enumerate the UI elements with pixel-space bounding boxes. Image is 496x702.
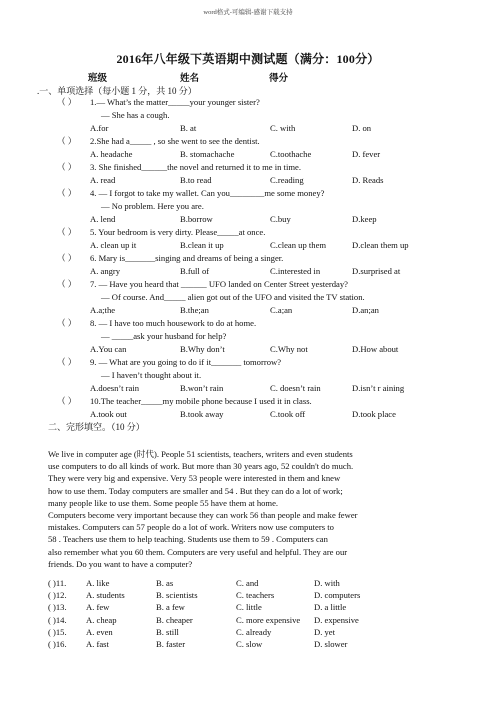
question-subline: — She has a cough. xyxy=(101,110,170,120)
answer-option[interactable]: A.for xyxy=(90,123,109,133)
section-title-multiple-choice: .一、单项选择（每小题 1 分，共 10 分） xyxy=(37,86,197,96)
cloze-option[interactable]: B. cheaper xyxy=(156,614,193,625)
answer-blank[interactable]: （ ） xyxy=(57,253,77,263)
answer-option[interactable]: B.took away xyxy=(180,409,224,419)
passage-line: We live in computer age (时代). People 51 scientists, teachers, writers and even students xyxy=(48,449,353,459)
question-stem: 10.The teacher_____my mobile phone because I used it in class. xyxy=(90,396,312,406)
name-label: 姓名 xyxy=(180,74,200,84)
cloze-option[interactable]: C. teachers xyxy=(236,590,275,601)
answer-option[interactable]: D. fever xyxy=(352,149,381,159)
answer-blank[interactable]: （ ） xyxy=(57,162,77,172)
answer-option[interactable]: A.doesn’t rain xyxy=(90,383,140,393)
answer-option[interactable]: A. headache xyxy=(90,149,133,159)
answer-option[interactable]: D.took place xyxy=(352,409,396,419)
answer-option[interactable]: D.an;an xyxy=(352,305,379,315)
cloze-option[interactable]: A. fast xyxy=(86,639,109,649)
answer-option[interactable]: D.clean them up xyxy=(352,240,409,250)
cloze-option[interactable]: C. little xyxy=(236,602,262,613)
cloze-number[interactable]: ( )14. xyxy=(48,614,67,625)
answer-option[interactable]: B. at xyxy=(180,123,197,133)
cloze-number[interactable]: ( )15. xyxy=(48,626,67,637)
answer-option[interactable]: C. doesn’t rain xyxy=(270,383,321,393)
cloze-option[interactable]: C. already xyxy=(236,626,272,637)
question-stem: 6. Mary is_______singing and dreams of being a singer. xyxy=(90,253,284,263)
answer-option[interactable]: B.the;an xyxy=(180,305,209,315)
answer-blank[interactable]: （ ） xyxy=(57,279,77,289)
cloze-option[interactable]: B. a few xyxy=(156,602,185,613)
answer-option[interactable]: C.buy xyxy=(270,214,291,224)
cloze-option[interactable]: D. with xyxy=(314,578,340,588)
question-stem: 3. She finished______the novel and returned it to me in time. xyxy=(90,162,301,172)
cloze-option[interactable]: A. cheap xyxy=(86,614,117,625)
question-stem: 8. — I have too much housework to do at home. xyxy=(90,318,257,328)
answer-option[interactable]: A. lend xyxy=(90,214,116,224)
question-stem: 7. — Have you heard that ______ UFO landed on Center Street yesterday? xyxy=(90,279,348,289)
answer-blank[interactable]: （ ） xyxy=(57,318,77,328)
answer-blank[interactable]: （ ） xyxy=(57,357,77,367)
cloze-option[interactable]: D. slower xyxy=(314,639,348,649)
answer-option[interactable]: B.to read xyxy=(180,175,212,185)
answer-option[interactable]: B.clean it up xyxy=(180,240,224,250)
cloze-option[interactable]: B. as xyxy=(156,578,174,588)
passage-line: many people like to use them. Some people 55 have them at home. xyxy=(48,497,279,508)
passage-line: friends. Do you want to have a computer? xyxy=(48,558,193,569)
question-subline: — I haven’t thought about it. xyxy=(101,370,202,380)
answer-blank[interactable]: （ ） xyxy=(57,97,77,107)
answer-option[interactable]: A. read xyxy=(90,175,116,185)
cloze-option[interactable]: D. yet xyxy=(314,626,336,637)
cloze-number[interactable]: ( )13. xyxy=(48,602,67,613)
question-stem: 1.— What’s the matter_____your younger sister? xyxy=(90,97,260,107)
answer-blank[interactable]: （ ） xyxy=(57,136,77,146)
passage-line: They were very big and expensive. Very 53 people were interested in them and knew xyxy=(48,473,341,484)
question-stem: 4. — I forgot to take my wallet. Can you________me some money? xyxy=(90,188,325,198)
answer-option[interactable]: A. clean up it xyxy=(90,240,137,250)
passage-line: how to use them. Today computers are smaller and 54 . But they can do a lot of work; xyxy=(48,485,343,496)
page-title: 2016年八年级下英语期中测试题（满分：100分） xyxy=(116,52,380,66)
answer-option[interactable]: D. on xyxy=(352,123,372,133)
answer-option[interactable]: A.took out xyxy=(90,409,127,419)
cloze-option[interactable]: C. more expensive xyxy=(236,614,301,625)
cloze-number[interactable]: ( )16. xyxy=(48,639,67,649)
answer-option[interactable]: C.Why not xyxy=(270,344,308,354)
cloze-option[interactable]: A. like xyxy=(86,578,110,588)
question-subline: — _____ask your husband for help? xyxy=(101,331,227,341)
cloze-option[interactable]: B. still xyxy=(156,626,179,637)
cloze-number[interactable]: ( )11. xyxy=(48,578,67,588)
answer-option[interactable]: B. stomachache xyxy=(180,149,235,159)
answer-option[interactable]: B.Why don’t xyxy=(180,344,225,354)
answer-option[interactable]: A.You can xyxy=(90,344,127,354)
answer-blank[interactable]: （ ） xyxy=(57,227,77,237)
answer-option[interactable]: D. Reads xyxy=(352,175,384,185)
answer-option[interactable]: B.won’t rain xyxy=(180,383,224,393)
passage-line: use computers to do all kinds of work. But more than 30 years ago, 52 couldn't do much. xyxy=(48,461,354,472)
header-note: word格式-可编辑-感谢下载支持 xyxy=(203,9,293,16)
section-title-cloze: 二、完形填空。（10 分） xyxy=(48,422,145,432)
answer-option[interactable]: C.took off xyxy=(270,409,306,419)
answer-option[interactable]: D.How about xyxy=(352,344,399,354)
cloze-option[interactable]: D. expensive xyxy=(314,614,359,625)
cloze-passage xyxy=(48,448,468,570)
answer-option[interactable]: D.keep xyxy=(352,214,377,224)
cloze-option[interactable]: A. few xyxy=(86,602,110,613)
passage-line: 58 . Teachers use them to help teaching. Students use them to 59 . Computers can xyxy=(48,534,328,545)
question-stem: 9. — What are you going to do if it_______ tomorrow? xyxy=(90,357,282,367)
cloze-option[interactable]: B. faster xyxy=(156,639,186,649)
cloze-number[interactable]: ( )12. xyxy=(48,590,67,601)
answer-option[interactable]: B.borrow xyxy=(180,214,213,224)
passage-line: mistakes. Computers can 57 people do a lot of work. Writers now use computers to xyxy=(48,522,334,533)
answer-option[interactable]: D.isn’t r aining xyxy=(352,383,405,393)
question-subline: — Of course. And_____ alien got out of the UFO and visited the TV station. xyxy=(101,292,365,302)
answer-option[interactable]: B.full of xyxy=(180,266,210,276)
answer-option[interactable]: C.clean up them xyxy=(270,240,327,250)
cloze-option[interactable]: A. even xyxy=(86,626,113,637)
answer-option[interactable]: C.a;an xyxy=(270,305,293,315)
cloze-option[interactable]: A. students xyxy=(86,590,125,601)
answer-option[interactable]: A. angry xyxy=(90,266,121,276)
answer-option[interactable]: C.interested in xyxy=(270,266,321,276)
answer-blank[interactable]: （ ） xyxy=(57,188,77,198)
question-subline: — No problem. Here you are. xyxy=(101,201,204,211)
cloze-option[interactable]: C. slow xyxy=(236,639,263,649)
passage-line: also remember what you 60 them. Computers are very useful and helpful. They are our xyxy=(48,546,348,557)
answer-option[interactable]: C.reading xyxy=(270,175,304,185)
class-label: 班级 xyxy=(88,74,108,84)
passage-line: Computers become very important because they can work 56 than people and make fewer xyxy=(48,510,358,521)
question-stem: 5. Your bedroom is very dirty. Please_____at once. xyxy=(90,227,266,237)
answer-option[interactable]: C. with xyxy=(270,123,296,133)
cloze-option[interactable]: D. computers xyxy=(314,590,361,601)
answer-option[interactable]: A.a;the xyxy=(90,305,116,315)
score-label: 得分 xyxy=(269,74,289,84)
cloze-option[interactable]: B. scientists xyxy=(156,590,198,601)
question-stem: 2.She had a_____ , so she went to see the dentist. xyxy=(90,136,260,146)
answer-blank[interactable]: （ ） xyxy=(57,396,77,406)
cloze-option[interactable]: C. and xyxy=(236,578,259,588)
answer-option[interactable]: D.surprised at xyxy=(352,266,401,276)
answer-option[interactable]: C.toothache xyxy=(270,149,312,159)
cloze-option[interactable]: D. a little xyxy=(314,602,347,613)
